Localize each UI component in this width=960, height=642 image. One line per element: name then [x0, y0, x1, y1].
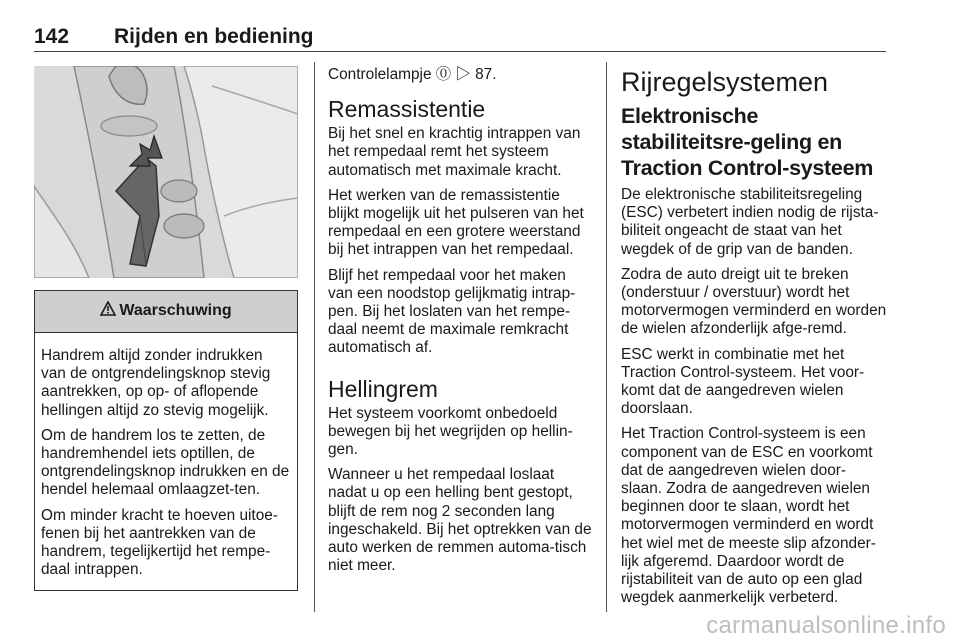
body-paragraph: Het systeem voorkomt onbedoeld bewegen bij het wegrijden op hellin-gen.	[328, 404, 573, 459]
column-1	[34, 66, 298, 591]
body-paragraph: Zodra de auto dreigt uit te breken (onderstuur / overstuur) wordt het motorvermogen verminderd en worden de wielen afzonderlijk afge-remd.	[621, 265, 887, 338]
chapter-title: Rijden en bediening	[114, 25, 314, 48]
warning-paragraph: Om de handrem los te zetten, de handremhendel iets optillen, de ontgrendelingsknop indrukken en de hendel helemaal omlaagzet-ten.	[41, 426, 290, 499]
warning-title: Waarschuwing	[119, 302, 232, 320]
esc-subheading: Elektronische stabiliteitsre-geling en Traction Control-systeem	[621, 104, 874, 180]
handbrake-illustration	[34, 66, 298, 278]
body-paragraph: Blijf het rempedaal voor het maken van een noodstop gelijkmatig intrap-pen. Bij het loslaten van het rempe-daal neemt de maximale remkracht automatisch af.	[328, 266, 576, 357]
rijregelsystemen-heading: Rijregelsystemen	[621, 67, 829, 97]
warning-body	[35, 333, 297, 590]
warning-box	[34, 290, 298, 591]
body-paragraph: Wanneer u het rempedaal loslaat nadat u op een helling bent gestopt, blijft de rem nog 2 seconden lang ingeschakeld. Bij het optrekken van de auto werken de remmen automa-tisch niet meer.	[328, 466, 592, 575]
column-3	[621, 66, 887, 614]
body-paragraph: Het werken van de remassistentie blijkt mogelijk uit het pulseren van het rempedaal en een grotere weerstand bij het intrappen van het rempedaal.	[328, 186, 584, 259]
warning-triangle-icon	[100, 301, 116, 321]
control-lamp-reference: Controlelampje ⓪ ▷ 87.	[328, 66, 497, 83]
body-paragraph: Het Traction Control-systeem is een component van de ESC en voorkomt dat de aangedreven wielen door-slaan. Zodra de aangedreven wielen beginnen door te slaan, wordt het motorvermogen verminderd en wordt het wiel met de meeste slip afzonder-lijk afgeremd. Daardoor wordt de rijstabiliteit van de auto op een glad wegdek aanmerkelijk verbeterd.	[621, 425, 876, 607]
handbrake-illustration-svg	[34, 66, 298, 278]
hellingrem-heading: Hellingrem	[328, 375, 438, 402]
column-divider-1	[314, 62, 315, 612]
body-paragraph: Bij het snel en krachtig intrappen van het rempedaal remt het systeem automatisch met maximale kracht.	[328, 125, 581, 179]
body-paragraph: ESC werkt in combinatie met het Traction Control-systeem. Het voor-komt dat de aangedreven wielen doorslaan.	[621, 345, 865, 418]
page-header	[34, 22, 886, 52]
watermark: carmanualsonline.info	[706, 612, 946, 639]
page-number: 142	[34, 25, 70, 48]
warning-header	[35, 291, 297, 333]
warning-paragraph: Om minder kracht te hoeven uitoe-fenen bij het aantrekken van de handrem, tegelijkertijd het rempe-daal intrappen.	[41, 506, 278, 579]
column-divider-2	[606, 62, 607, 612]
remassistentie-heading: Remassistentie	[328, 96, 486, 123]
warning-paragraph: Handrem altijd zonder indrukken van de ontgrendelingsknop stevig aantrekken, op op- of aflopende hellingen altijd zo stevig mogelijk.	[41, 347, 271, 419]
body-paragraph: De elektronische stabiliteitsregeling (ESC) verbetert indien nodig de rijsta-biliteit ongeacht de staat van het wegdek of de grip van de banden.	[621, 186, 879, 258]
column-2	[328, 66, 592, 582]
